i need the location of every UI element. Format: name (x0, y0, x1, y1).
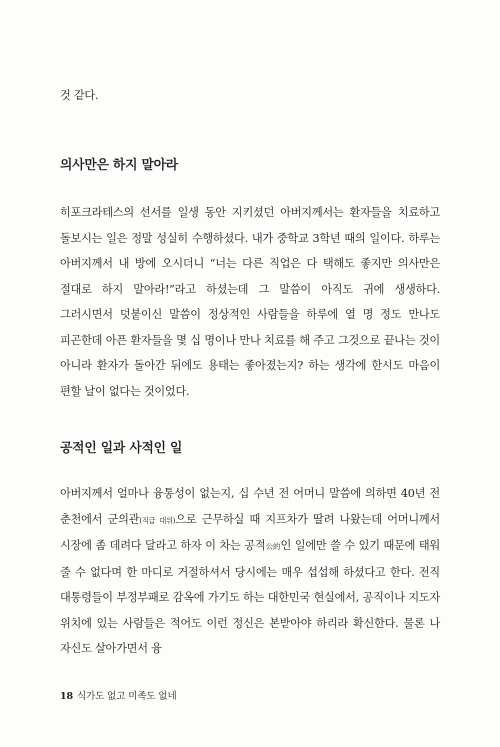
paragraph-text: 으로 근무하실 때 지프차가 딸려 나왔는데 어머니께서 시장에 좀 데려다 달라고 하자 이 차는 공적 (60, 512, 440, 552)
running-title: 식가도 없고 미족도 없네 (77, 691, 177, 702)
page-footer (60, 688, 177, 702)
intro-line: 것 같다. (60, 89, 99, 102)
section-heading-1: 의사만은 하지 말아라 (60, 158, 178, 173)
annotation-rank: (직급 대위) (139, 515, 176, 525)
paragraph-text: 아버지께서 얼마나 융통성이 없는지, 십 수년 전 어머니 말씀에 의하면 40년 전 춘천에서 군의관 (60, 487, 440, 526)
annotation-hanja: 公的 (265, 542, 281, 551)
paragraph-text: 인 일에만 쓸 수 있기 때문에 태워 줄 수 없다며 한 마디로 거절하셔서 당시에는 매우 섭섭해 하셨다고 한다. 전직 대통령들이 부정부패로 감옥에 가기도 하는 대한민국 현실에서, 공직이나 지도자 위치에 있는 사람들은 적어도 이런 정신은 본받아야 하리라 확신한다. 물론 나 자신도 살아가면서 융 (60, 539, 440, 655)
page-number: 18 (60, 691, 74, 702)
section-heading-2: 공적인 일과 사적인 일 (60, 441, 183, 456)
section-paragraph-1: 히포크라테스의 선서를 일생 동안 지키셨던 아버지께서는 환자들을 치료하고 돌보시는 일은 정말 성실히 수행하셨다. 내가 중학교 3학년 때의 일이다. 하루는 아버지께서 내 방에 오시더니 “너는 다른 직업은 다 택해도 좋지만 의사만은 절대로 하지 말아라!”라고 하셨는데 그 말씀이 아직도 귀에 생생하다. 그러시면서 덧붙이신 말씀이 정상적인 사람들을 하루에 열 명 정도 만나도 피곤한데 아픈 환자들을 몇 십 명이나 만나 치료를 해 주고 그것으로 끝나는 것이 아니라 환자가 돌아간 뒤에도 용태는 좋아졌는지? 하는 생각에 한시도 마음이 편할 날이 없다는 것이었다. (60, 206, 440, 398)
section-paragraph-2 (60, 481, 440, 662)
